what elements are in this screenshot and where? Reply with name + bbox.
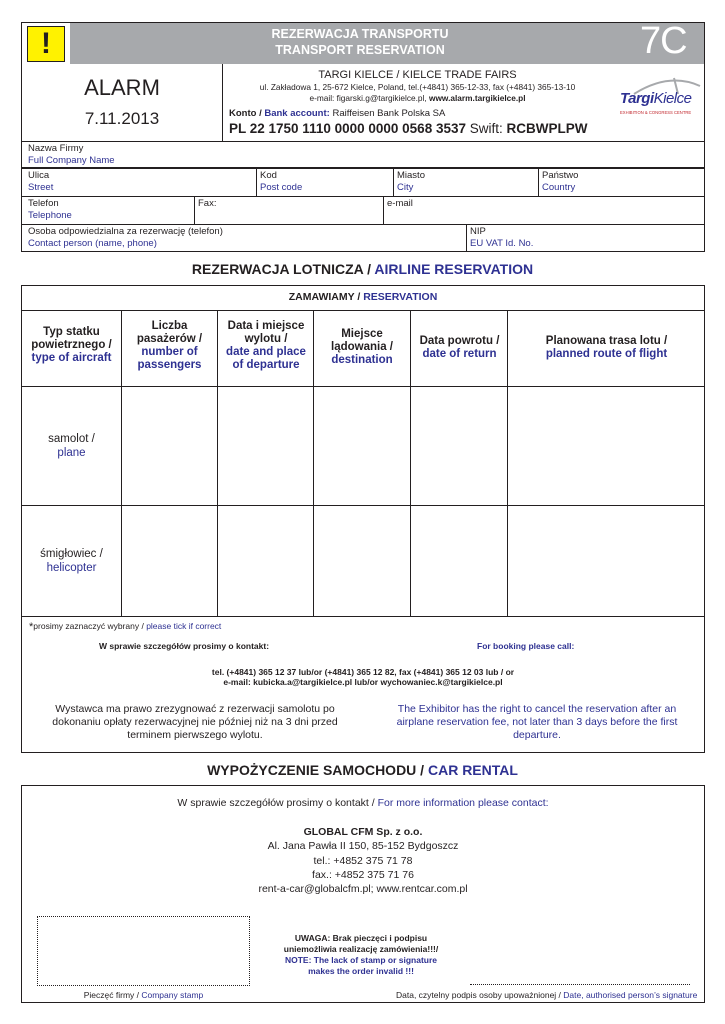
airline-top-line [21,310,705,311]
company-stamp-area[interactable] [37,916,250,986]
alert-mark: ! [41,27,51,60]
signature-caption-en: Date, authorised person’s signature [563,990,698,1000]
car-web[interactable]: rent-a-car@globalcfm.pl; www.rentcar.com.pl [258,883,468,895]
airline-title-en: AIRLINE RESERVATION [374,261,534,277]
account-label-en: Bank account: [264,108,330,119]
country-label-en: Country [542,182,576,193]
company-line-3 [21,224,705,225]
order-label-pl: ZAMAWIAMY / [288,291,364,303]
booking-phones: tel. (+4841) 365 12 37 lub/or (+4841) 365 12 82, fax (+4841) 365 12 03 lub / or [211,667,515,677]
street-field[interactable] [28,170,53,194]
company-vline-city [393,168,394,196]
col-planned-route-pl: Planowana trasa lotu / [545,335,668,347]
car-tel: tel.: +4852 375 71 78 [313,855,413,867]
fax-label: Fax: [198,198,217,209]
table-col-line-4 [410,310,411,616]
org-website[interactable]: www.alarm.targikielce.pl [429,93,526,103]
stamp-caption-en: Company stamp [141,990,204,1000]
company-line-1 [21,168,705,169]
logo-text-targi: Targi [620,90,654,107]
contact-person-field[interactable] [28,226,223,250]
warning-en-1: NOTE: The lack of stamp or signature [284,955,438,965]
tick-note-en: please tick if correct [146,621,222,631]
telephone-field[interactable] [28,198,72,222]
post-code-label-en: Post code [260,182,303,193]
col-departure [220,320,312,372]
swift-label: Swift: [465,121,507,136]
col-aircraft-type-pl: Typ statku powietrznego / [31,326,112,351]
country-field[interactable] [542,170,578,194]
row-helicopter-pl: śmigłowiec / [40,548,103,560]
company-vline-code [256,168,257,196]
stamp-caption [37,990,250,1000]
nip-label-pl: NIP [470,226,486,237]
booking-contact-en: For booking please call: [477,641,575,651]
org-address: ul. Zakładowa 1, 25-672 Kielce, Poland, tel.(+4841) 365-12-33, fax (+4841) 365-13-10 [259,82,576,92]
city-label-pl: Miasto [397,170,425,181]
col-planned-route [510,335,703,361]
tick-note-pl: prosimy zaznaczyć wybrany / [33,621,147,631]
table-col-line-5 [507,310,508,616]
table-col-line-2 [217,310,218,616]
row-helicopter[interactable] [22,547,121,575]
iban: PL 22 1750 1110 0000 0000 0568 3537 [229,121,466,136]
warning-pl-1: UWAGA: Brak pieczęci i podpisu [294,933,428,943]
signature-line[interactable] [470,984,690,985]
telephone-label-en: Telephone [28,210,72,221]
warning-note [255,933,467,977]
city-label-en: City [397,182,414,193]
order-label-en: RESERVATION [363,291,438,303]
col-return-date-en: date of return [422,348,497,360]
col-passengers [124,320,215,372]
table-col-line-3 [313,310,314,616]
targi-kielce-logo [614,76,704,120]
airline-order-heading [21,291,705,303]
country-label-pl: Państwo [542,170,579,181]
table-header-line [21,386,705,387]
car-title-en: CAR RENTAL [427,762,518,778]
company-name-field[interactable] [28,143,115,167]
account-label-pl: Konto / [229,108,265,119]
table-row-line [21,505,705,506]
col-passengers-pl: Liczba pasażerów / [136,320,203,345]
col-destination-en: destination [331,354,393,366]
form-code: 7C [640,20,687,62]
nip-field[interactable] [470,226,533,250]
row-plane-pl: samolot / [48,433,95,445]
col-aircraft-type [22,326,121,365]
warning-en-2: makes the order invalid !!! [308,966,414,976]
car-info [21,797,705,809]
row-plane[interactable] [22,432,121,460]
row-plane-en: plane [57,447,86,459]
car-title-pl: WYPOŻYCZENIE SAMOCHODU / [207,762,428,778]
cancel-policy-en: The Exhibitor has the right to cancel the reservation after an airplane reservation fee, not later than 3 days before the first departure. [396,703,678,741]
nip-label-en: EU VAT Id. No. [470,238,534,249]
col-aircraft-type-en: type of aircraft [31,352,112,364]
signature-caption [396,990,697,1000]
contact-person-label-pl: Osoba odpowiedzialna za rezerwację (telefon) [28,226,223,237]
table-col-line-1 [121,310,122,616]
header-divider [222,64,223,142]
col-planned-route-en: planned route of flight [545,348,668,360]
org-contact [225,93,610,103]
bank-name: Raiffeisen Bank Polska SA [329,108,446,119]
company-vline-fax [194,196,195,224]
org-email: e-mail: figarski.g@targikielce.pl, [309,93,430,103]
col-departure-en: date and place of departure [226,346,306,371]
car-section-title [0,762,725,778]
title-pl: REZERWACJA TRANSPORTU [271,27,449,41]
logo-subtitle: EXHIBITION & CONGRESS CENTRE [620,110,692,115]
street-label-en: Street [28,182,54,193]
warning-pl-2: uniemożliwia realizację zamówienia!!!/ [283,944,439,954]
airline-title-pl: REZERWACJA LOTNICZA / [191,261,375,277]
org-name: TARGI KIELCE / KIELCE TRADE FAIRS [318,69,517,81]
company-name-label-en: Full Company Name [28,155,115,166]
company-line-2 [21,196,705,197]
email-label: e-mail [387,198,413,209]
street-label-pl: Ulica [28,170,50,181]
issue-date: 7.11.2013 [84,109,160,128]
col-return-date-pl: Data powrotu / [419,335,500,347]
car-info-en: For more information please contact: [377,797,549,809]
cancel-policy-pl: Wystawca ma prawo zrezygnować z rezerwacji samolotu po dokonaniu opłaty rezerwacyjnej nie później niż na 3 dni przed terminem pierwszego wylotu. [52,703,338,741]
col-destination [316,328,408,367]
contact-person-label-en: Contact person (name, phone) [28,238,157,249]
row-helicopter-en: helicopter [46,562,97,574]
car-info-pl: W sprawie szczegółów prosimy o kontakt / [177,797,378,809]
iban-row [229,121,588,136]
telephone-label-pl: Telefon [28,198,59,209]
col-departure-pl: Data i miejsce wylotu / [227,320,305,345]
car-company: GLOBAL CFM Sp. z o.o. [303,826,423,838]
booking-emails: e-mail: kubicka.a@targikielce.pl lub/or wychowaniec.k@targikielce.pl [223,677,503,687]
post-code-field[interactable] [260,170,302,194]
post-code-label-pl: Kod [260,170,277,181]
booking-contact-pl: W sprawie szczegółów prosimy o kontakt: [99,641,270,651]
car-fax: fax.: +4852 375 71 76 [312,869,414,881]
airline-section-title [0,261,725,277]
city-field[interactable] [397,170,425,194]
bank-account-row [229,108,445,119]
swift-code: RCBWPLPW [506,121,588,136]
email-field[interactable] [387,198,413,210]
company-vline-country [538,168,539,196]
company-vline-email [383,196,384,224]
logo-text [620,90,691,107]
col-return-date [413,335,506,361]
company-vline-nip [466,224,467,252]
signature-caption-pl: Data, czytelny podpis osoby upoważnionej / [396,990,564,1000]
tick-mark: * [29,621,34,633]
fax-field[interactable] [198,198,216,210]
company-name-label-pl: Nazwa Firmy [28,143,84,154]
logo-text-kielce: Kielce [653,90,692,107]
title-en: TRANSPORT RESERVATION [275,43,445,57]
stamp-caption-pl: Pieczęć firmy / [83,990,142,1000]
tick-note [29,621,221,633]
table-bottom-line [21,616,705,617]
col-destination-pl: Miejsce lądowania / [331,328,393,353]
alarm-label: ALARM [84,75,160,100]
col-passengers-en: number of passengers [137,346,202,371]
car-address: Al. Jana Pawła II 150, 85-152 Bydgoszcz [267,840,459,852]
alert-icon [27,26,65,62]
